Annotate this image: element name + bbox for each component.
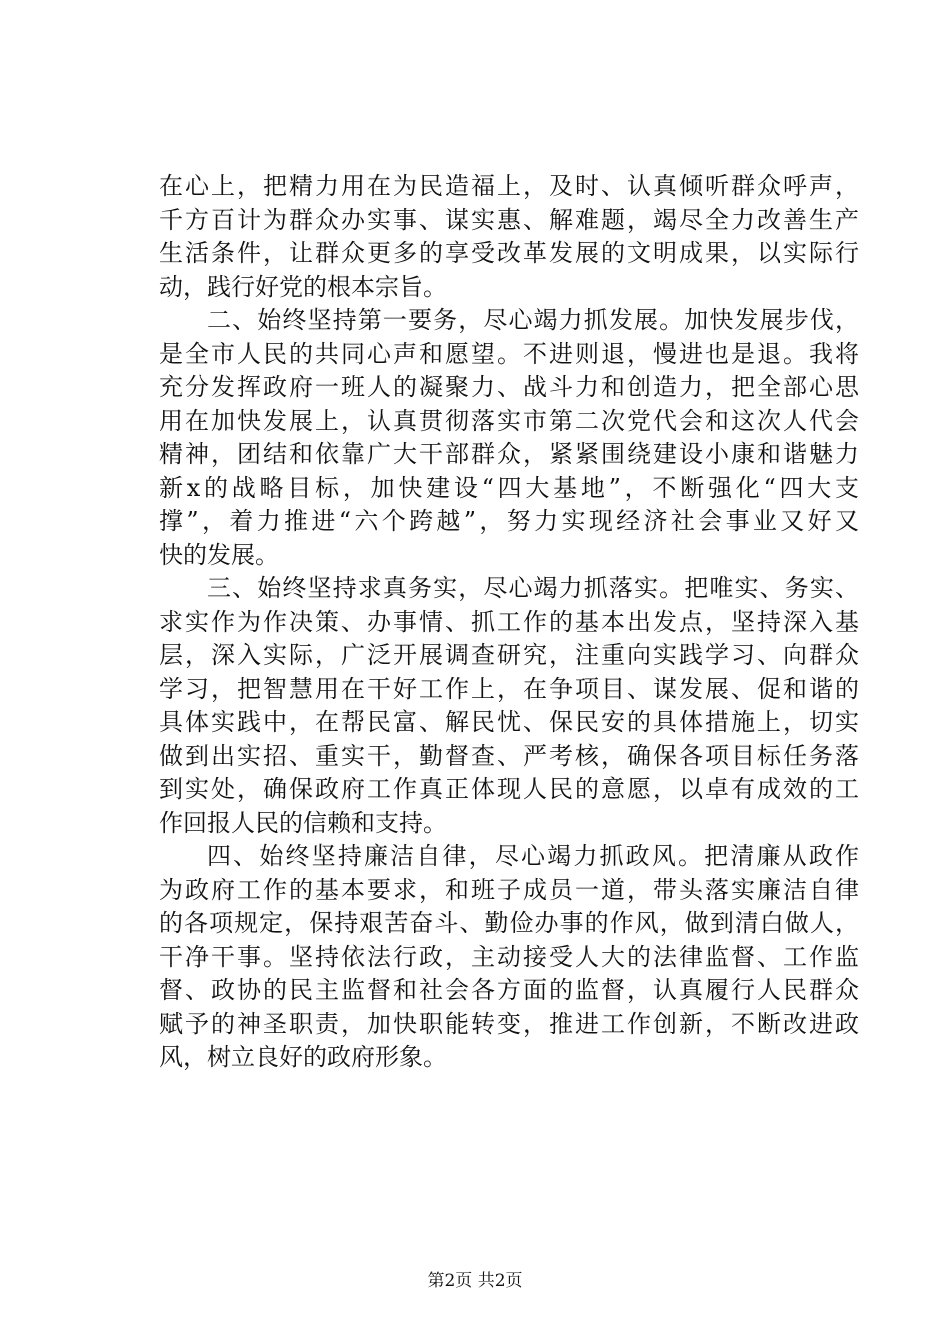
- text-line: 赋予的神圣职责，加快职能转变，推进工作创新，不断改进政: [159, 1009, 859, 1038]
- text-line: 学习，把智慧用在干好工作上，在争项目、谋发展、促和谐的: [159, 674, 859, 703]
- text-line: 快的发展。: [159, 540, 279, 569]
- text-line: 求实作为作决策、办事情、抓工作的基本出发点，坚持深入基: [159, 607, 859, 636]
- document-body: [159, 170, 859, 1075]
- paragraph-section-two: [159, 304, 859, 572]
- text-line: 层，深入实际，广泛开展调查研究，注重向实践学习、向群众: [159, 641, 859, 669]
- text-line: 干净干事。坚持依法行政，主动接受人大的法律监督、工作监: [159, 942, 859, 971]
- page-number-footer: 第2页 共2页: [427, 1271, 523, 1291]
- text-line: 动，践行好党的根本宗旨。: [159, 272, 447, 301]
- text-line: 千方百计为群众办实事、谋实惠、解难题，竭尽全力改善生产: [159, 205, 859, 234]
- text-line: 风，树立良好的政府形象。: [159, 1043, 447, 1071]
- text-line: 撑”，着力推进“六个跨越”，努力实现经济社会事业又好又: [159, 507, 859, 535]
- paragraph-continuation: [159, 170, 859, 304]
- text-line: 到实处，确保政府工作真正体现人民的意愿，以卓有成效的工: [159, 775, 859, 803]
- text-line: 生活条件，让群众更多的享受改革发展的文明成果，以实际行: [159, 239, 859, 267]
- text-line: 充分发挥政府一班人的凝聚力、战斗力和创造力，把全部心思: [159, 373, 859, 401]
- text-line: 精神，团结和依靠广大干部群众，紧紧围绕建设小康和谐魅力: [159, 440, 859, 468]
- text-line: 具体实践中，在帮民富、解民忧、保民安的具体措施上，切实: [159, 708, 859, 736]
- text-line: 在心上，把精力用在为民造福上，及时、认真倾听群众呼声，: [159, 172, 859, 200]
- text-line: 二、始终坚持第一要务，尽心竭力抓发展。加快发展步伐，: [207, 306, 859, 334]
- text-line: 为政府工作的基本要求，和班子成员一道，带头落实廉洁自律: [159, 875, 859, 904]
- paragraph-section-three: [159, 572, 859, 840]
- text-line: 三、始终坚持求真务实，尽心竭力抓落实。把唯实、务实、: [207, 574, 859, 602]
- text-line: 督、政协的民主监督和社会各方面的监督，认真履行人民群众: [159, 976, 859, 1004]
- text-line: 做到出实招、重实干，勤督查、严考核，确保各项目标任务落: [159, 741, 859, 770]
- text-line: 新x的战略目标，加快建设“四大基地”，不断强化“四大支: [159, 473, 859, 502]
- text-line: 用在加快发展上，认真贯彻落实市第二次党代会和这次人代会: [159, 406, 859, 435]
- text-line: 作回报人民的信赖和支持。: [159, 808, 447, 837]
- text-line: 是全市人民的共同心声和愿望。不进则退，慢进也是退。我将: [159, 339, 859, 368]
- text-line: 四、始终坚持廉洁自律，尽心竭力抓政风。把清廉从政作: [207, 842, 859, 870]
- text-line: 的各项规定，保持艰苦奋斗、勤俭办事的作风，做到清白做人，: [159, 909, 859, 937]
- paragraph-section-four: [159, 840, 859, 1075]
